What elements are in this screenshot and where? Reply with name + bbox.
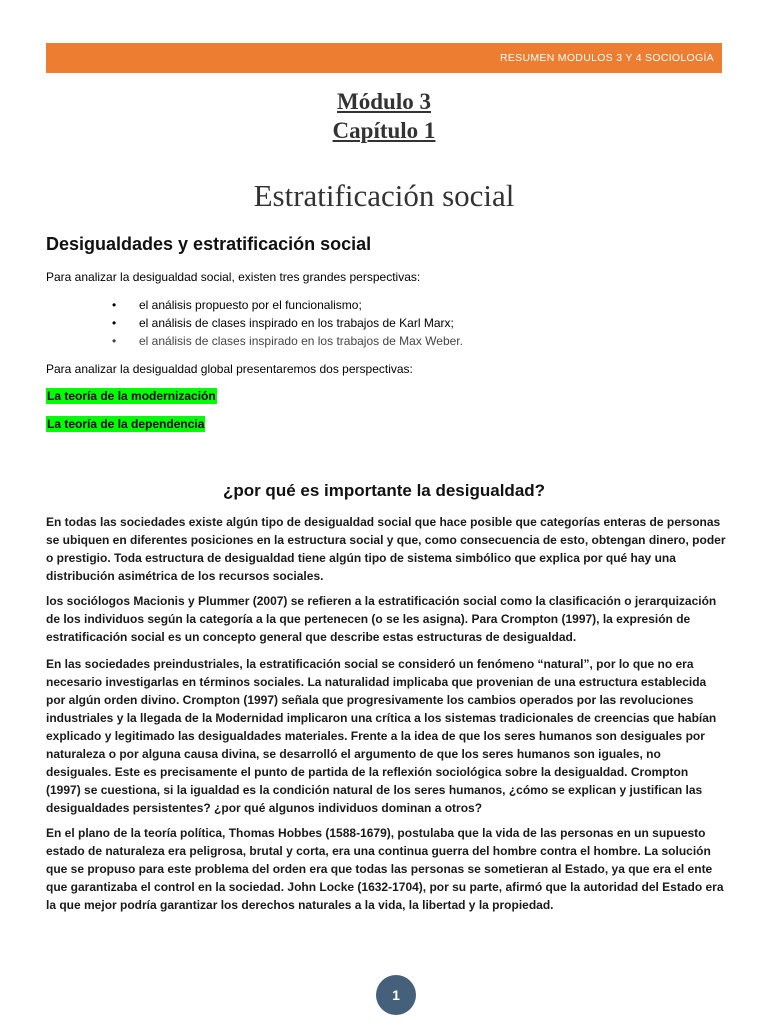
highlight-modernizacion: La teoría de la modernización (47, 389, 216, 403)
section-heading-desigualdades: Desigualdades y estratificación social (46, 234, 372, 254)
main-title: Estratificación social (253, 178, 515, 213)
body-paragraph: los sociólogos Macionis y Plummer (2007) se refieren a la estratificación social como la clasificación o jerarquización de los individuos según la categoría a la que pertenecen (o se les asigna). Para Crompton (1997), la expresión de estratificación social es un concepto general que describe estas estructuras de desigualdad. (46, 594, 717, 644)
bullet-icon: • (112, 334, 117, 348)
chapter-title: Capítulo 1 (332, 118, 436, 143)
list-item-text: el análisis de clases inspirado en los trabajos de Max Weber. (139, 334, 463, 348)
bullet-icon: • (112, 316, 117, 330)
perspectives-list (112, 296, 463, 350)
list-item-text: el análisis propuesto por el funcionalismo; (139, 298, 362, 312)
header-bar (46, 43, 722, 73)
body-paragraph: En el plano de la teoría política, Thomas Hobbes (1588-1679), postulaba que la vida de las personas en un supuesto estado de naturaleza era peligrosa, brutal y corta, era una continua guerra del hombre contra el hombre. La solución que se propuso para este problema del orden era que todas las personas se sometieran al Estado, ya que era el ente que garantizaba el control en la sociedad. John Locke (1632-1704), por su parte, afirmó que la autoridad del Estado era la que mejor podría garantizar los derechos naturales a la vida, la libertad y la propiedad. (46, 826, 724, 912)
global-intro-paragraph: Para analizar la desigualdad global presentaremos dos perspectivas: (46, 362, 413, 376)
section-heading-importancia: ¿por qué es importante la desigualdad? (222, 481, 546, 500)
bullet-icon: • (112, 298, 117, 312)
list-item (112, 296, 463, 314)
body-paragraph: En las sociedades preindustriales, la estratificación social se consideró un fenómeno “natural”, por lo que no era necesario investigarlas en términos sociales. La naturalidad implicaba que provenian de una estructura establecida por algún orden divino. Crompton (1997) señala que progresivamente los cambios operados por las revoluciones industriales y la llegada de la Modernidad implicaron una crítica a los sistemas tradicionales de creencias que habían explicado y legitimado las desigualdades materiales. Frente a la idea de que los seres humanos son desiguales por naturaleza o por alguna causa divina, se desarrolló el argumento de que los seres humanos son iguales, no desiguales. Este es precisamente el punto de partida de la reflexión sociológica sobre la desigualdad. Crompton (1997) se cuestiona, si la igualdad es la condición natural de los seres humanos, ¿cómo se explican y justifican las desigualdades persistentes? ¿por qué algunos individuos dominan a otros? (46, 657, 717, 815)
page-number-badge: 1 (376, 975, 416, 1015)
body-paragraph: En todas las sociedades existe algún tipo de desigualdad social que hace posible que categorías enteras de personas se ubiquen en diferentes posiciones en la estructura social y que, como consecuencia de esto, obtengan dinero, poder o prestigio. Toda estructura de desigualdad tiene algún tipo de sistema simbólico que explica por qué hay una distribución asimétrica de los recursos sociales. (46, 515, 726, 583)
highlight-dependencia: La teoría de la dependencia (47, 417, 205, 431)
list-item (112, 332, 463, 350)
list-item-text: el análisis de clases inspirado en los trabajos de Karl Marx; (139, 316, 454, 330)
header-title: RESUMEN MODULOS 3 Y 4 SOCIOLOGÍA (499, 52, 714, 64)
intro-paragraph: Para analizar la desigualdad social, existen tres grandes perspectivas: (46, 270, 421, 284)
list-item (112, 314, 463, 332)
module-title: Módulo 3 (337, 89, 431, 114)
